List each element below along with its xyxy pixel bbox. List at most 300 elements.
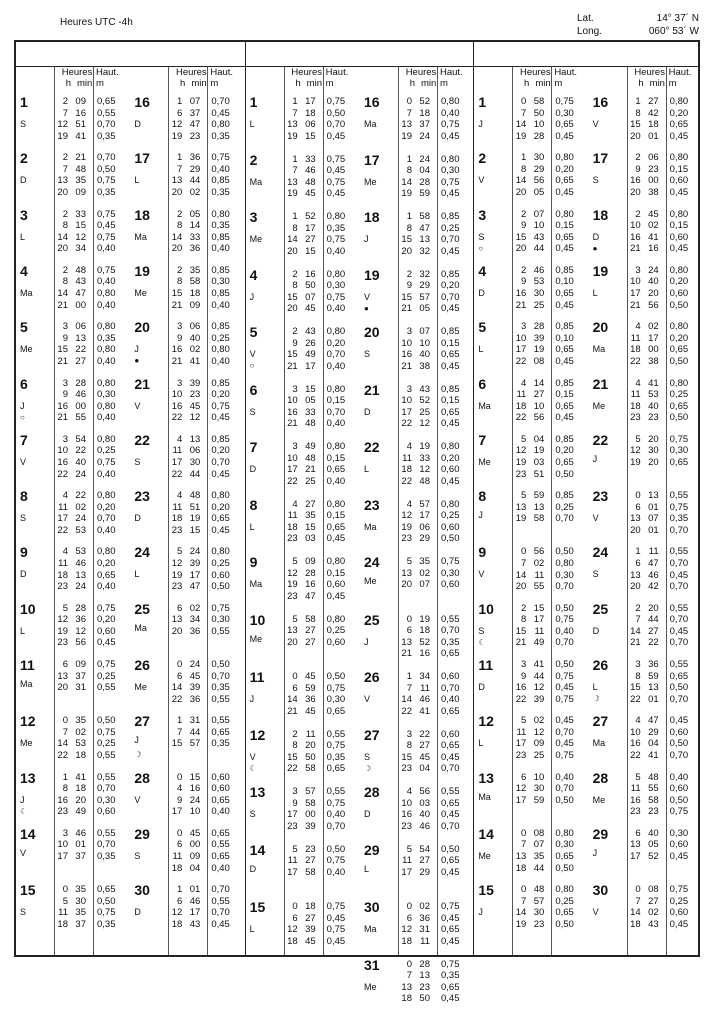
tide-hour: 21 [284, 418, 298, 430]
tide-minute: 02 [415, 568, 430, 580]
tide-time [254, 786, 316, 798]
tide-time [597, 96, 659, 108]
day-entry [364, 209, 472, 265]
day-number: 18 [134, 207, 150, 223]
tide-height: 0,50 [327, 108, 346, 120]
tide-height: 0,70 [670, 558, 689, 570]
tide-hour: 7 [54, 108, 68, 120]
tide-times [138, 96, 200, 142]
tide-hour: 5 [284, 614, 298, 626]
tide-hour: 1 [168, 152, 182, 164]
tide-height: 0,70 [670, 581, 689, 593]
day-number: 25 [593, 601, 609, 617]
tide-times [138, 209, 200, 255]
tide-height: 0,55 [670, 603, 689, 615]
tide-time [138, 525, 200, 537]
tide-minute: 41 [644, 378, 659, 390]
tide-times [24, 603, 86, 649]
day-entry [20, 601, 128, 655]
tide-minute: 28 [415, 177, 430, 189]
tide-minute: 46 [415, 821, 430, 833]
tide-height: 0,80 [327, 326, 346, 338]
tide-height: 0,40 [211, 243, 230, 255]
tide-minute: 07 [185, 96, 200, 108]
tide-height: 0,40 [211, 806, 230, 818]
day-entry [250, 784, 358, 840]
tide-hour: 22 [54, 525, 68, 537]
day-number: 29 [134, 826, 150, 842]
tide-hour: 20 [284, 303, 298, 315]
tide-height: 0,45 [441, 476, 460, 488]
unit-label: m [96, 78, 104, 89]
tide-hour: 2 [512, 603, 526, 615]
tide-minute: 09 [185, 851, 200, 863]
tide-height: 0,70 [670, 637, 689, 649]
tide-height: 0,50 [327, 844, 346, 856]
tide-times [597, 265, 659, 311]
tide-heights [327, 384, 346, 430]
tide-time [138, 490, 200, 502]
tide-time [597, 175, 659, 187]
tide-time [138, 863, 200, 875]
tide-height: 0,55 [327, 786, 346, 798]
tide-hour: 0 [398, 959, 412, 971]
tide-minute: 55 [644, 783, 659, 795]
tide-minute: 27 [301, 855, 316, 867]
tide-height: 0,50 [97, 164, 116, 176]
tide-height: 0,40 [97, 469, 116, 481]
tide-height: 0,15 [441, 395, 460, 407]
tide-times [24, 265, 86, 311]
tide-hour: 23 [284, 821, 298, 833]
day-entry [593, 319, 701, 373]
tide-minute: 04 [529, 434, 544, 446]
tide-minute: 02 [644, 907, 659, 919]
tide-heights [97, 603, 116, 649]
tide-minute: 51 [529, 469, 544, 481]
tide-hour: 8 [54, 276, 68, 288]
tide-hour: 13 [398, 568, 412, 580]
tide-minute: 34 [415, 671, 430, 683]
tide-time [138, 851, 200, 863]
hour-label: h [180, 78, 185, 89]
tide-minute: 43 [301, 326, 316, 338]
weekday-label: Me [250, 234, 263, 244]
tide-height: 0,15 [327, 395, 346, 407]
tide-time [24, 378, 86, 390]
tide-minute: 51 [185, 502, 200, 514]
tide-time [368, 579, 430, 591]
weekday-label: L [250, 522, 255, 532]
tide-height: 0,60 [670, 783, 689, 795]
tide-height: 0,55 [97, 750, 116, 762]
tide-hour: 22 [168, 412, 182, 424]
tide-height: 0,30 [441, 165, 460, 177]
tide-time [597, 626, 659, 638]
tide-height: 0,65 [441, 924, 460, 936]
tide-time [368, 821, 430, 833]
tide-hour: 3 [512, 659, 526, 671]
tide-minute: 16 [301, 579, 316, 591]
tide-time [482, 502, 544, 514]
tide-time [138, 558, 200, 570]
day-number: 29 [364, 842, 380, 858]
tide-height: 0,40 [327, 867, 346, 879]
tide-height: 0,85 [441, 326, 460, 338]
weekday-label: D [593, 626, 600, 636]
tide-time [368, 269, 430, 281]
weekday-label: J [478, 907, 483, 917]
tide-minute: 53 [71, 738, 86, 750]
tide-time [138, 896, 200, 908]
tide-height: 0,55 [327, 729, 346, 741]
tide-height: 0,45 [441, 361, 460, 373]
weekday-label: S [250, 809, 256, 819]
tide-hour: 23 [54, 637, 68, 649]
tide-minute: 24 [415, 131, 430, 143]
tide-time [138, 783, 200, 795]
tide-hour: 11 [284, 510, 298, 522]
day-number: 15 [20, 882, 36, 898]
day-number: 1 [20, 94, 28, 110]
tide-hour: 1 [168, 96, 182, 108]
minute-label: min [191, 78, 206, 89]
tide-minute: 23 [644, 412, 659, 424]
tide-minute: 56 [415, 786, 430, 798]
tide-minute: 37 [71, 919, 86, 931]
tide-time [482, 457, 544, 469]
day-number: 16 [593, 94, 609, 110]
tide-minute: 57 [529, 896, 544, 908]
day-entry [478, 882, 586, 936]
tide-hour: 11 [512, 727, 526, 739]
tide-hour: 18 [398, 464, 412, 476]
tide-hour: 18 [398, 993, 412, 1005]
column-header [130, 67, 244, 93]
tide-minute: 15 [301, 522, 316, 534]
tide-minute: 40 [644, 276, 659, 288]
tide-height: 0,80 [670, 265, 689, 277]
heures-label: Heures [42, 67, 92, 78]
tide-height: 0,65 [555, 288, 574, 300]
tide-time [368, 246, 430, 258]
tide-height: 0,70 [670, 694, 689, 706]
tide-minute: 10 [529, 401, 544, 413]
tide-hour: 7 [512, 839, 526, 851]
tide-hour: 23 [284, 533, 298, 545]
tide-heights [441, 499, 460, 545]
tide-hour: 1 [284, 154, 298, 166]
tide-minute: 25 [529, 750, 544, 762]
tide-time [368, 522, 430, 534]
tide-minute: 56 [529, 412, 544, 424]
day-number: 12 [20, 713, 36, 729]
tide-hour: 22 [168, 694, 182, 706]
tide-minute: 36 [185, 626, 200, 638]
tide-minute: 56 [644, 300, 659, 312]
tide-heights [670, 772, 689, 818]
tide-time [24, 300, 86, 312]
tide-times [138, 828, 200, 874]
weekday-label: V [134, 401, 140, 411]
day-number: 10 [20, 601, 36, 617]
tide-time [482, 558, 544, 570]
day-entry [134, 319, 242, 373]
day-entry [250, 727, 358, 783]
tide-minute: 48 [529, 884, 544, 896]
tide-time [597, 513, 659, 525]
tide-hour: 16 [284, 407, 298, 419]
tide-height: 0,60 [670, 839, 689, 851]
weekday-label: L [593, 288, 598, 298]
tide-hour: 17 [512, 738, 526, 750]
tide-time [24, 738, 86, 750]
tide-minute: 28 [529, 131, 544, 143]
tide-time [138, 828, 200, 840]
tide-hour: 0 [627, 884, 641, 896]
tide-times [254, 326, 316, 372]
tide-time [482, 828, 544, 840]
tide-time [368, 303, 430, 315]
tide-hour: 15 [627, 682, 641, 694]
tide-minute: 36 [415, 913, 430, 925]
tide-time [368, 349, 430, 361]
tide-height: 0,45 [327, 533, 346, 545]
day-number: 28 [134, 770, 150, 786]
day-entry [250, 267, 358, 323]
tide-height: 0,50 [555, 863, 574, 875]
month-column [245, 42, 475, 955]
tide-height: 0,65 [441, 648, 460, 660]
weekday-label: Ma [134, 623, 147, 633]
tide-time [368, 694, 430, 706]
tide-time [482, 356, 544, 368]
tide-hour: 16 [627, 175, 641, 187]
tide-minute: 24 [71, 469, 86, 481]
tide-hour: 5 [398, 556, 412, 568]
tide-hour: 6 [627, 558, 641, 570]
day-entry [478, 376, 586, 430]
tide-height: 0,75 [441, 901, 460, 913]
tide-height: 0,80 [327, 384, 346, 396]
tide-time [24, 175, 86, 187]
tide-time [138, 659, 200, 671]
tide-time [254, 706, 316, 718]
day-entry [134, 207, 242, 261]
day-number: 2 [20, 150, 28, 166]
tide-minute: 00 [71, 401, 86, 413]
tide-time [597, 356, 659, 368]
tide-height: 0,80 [97, 546, 116, 558]
tide-heights [97, 715, 116, 761]
tide-hour: 15 [398, 292, 412, 304]
weekday-label: D [20, 569, 27, 579]
tide-minute: 25 [301, 476, 316, 488]
tide-hour: 15 [284, 292, 298, 304]
tide-hour: 22 [284, 476, 298, 488]
tide-minute: 36 [185, 152, 200, 164]
tide-minute: 05 [529, 187, 544, 199]
tide-time [482, 896, 544, 908]
tide-hour: 1 [627, 96, 641, 108]
tide-hour: 0 [398, 901, 412, 913]
weekday-label: J [20, 401, 25, 411]
tide-minute: 13 [644, 490, 659, 502]
tide-time [24, 412, 86, 424]
day-number: 23 [134, 488, 150, 504]
tide-minute: 00 [185, 839, 200, 851]
h-min-label [615, 78, 665, 89]
tide-hour: 7 [168, 727, 182, 739]
tide-hour: 20 [168, 243, 182, 255]
tide-minute: 56 [529, 546, 544, 558]
tide-minute: 27 [415, 740, 430, 752]
tide-heights [211, 434, 230, 480]
tide-minute: 11 [529, 626, 544, 638]
tide-minute: 53 [71, 546, 86, 558]
tide-hour: 5 [54, 896, 68, 908]
tide-height: 0,70 [670, 750, 689, 762]
tide-height: 0,60 [97, 806, 116, 818]
tide-time [254, 752, 316, 764]
tide-hour: 11 [168, 445, 182, 457]
tide-minute: 12 [415, 464, 430, 476]
tide-height: 0,65 [670, 119, 689, 131]
day-number: 17 [364, 152, 380, 168]
tide-hour: 23 [168, 581, 182, 593]
tide-time [254, 223, 316, 235]
tide-time [254, 96, 316, 108]
weekday-label: V [250, 349, 256, 359]
tide-height: 0,40 [441, 108, 460, 120]
tide-height: 0,15 [555, 220, 574, 232]
tide-hour: 7 [284, 165, 298, 177]
tide-hour: 12 [168, 907, 182, 919]
tide-minute: 29 [644, 727, 659, 739]
tide-time [254, 349, 316, 361]
tide-minute: 08 [529, 356, 544, 368]
unit-label: m [554, 78, 562, 89]
tide-heights [97, 378, 116, 424]
tide-time [254, 740, 316, 752]
tide-heights [441, 556, 460, 591]
tide-time [482, 96, 544, 108]
weekday-label: Ma [134, 232, 147, 242]
tide-times [482, 828, 544, 874]
weekday-label: S [20, 907, 26, 917]
hour-label: h [410, 78, 415, 89]
tide-height: 0,70 [97, 839, 116, 851]
tide-time [24, 187, 86, 199]
tide-time [368, 729, 430, 741]
tide-hour: 11 [168, 502, 182, 514]
tide-time [138, 772, 200, 784]
tide-hour: 14 [398, 177, 412, 189]
weekday-label: L [20, 626, 25, 636]
tide-minute: 19 [529, 445, 544, 457]
tide-height: 0,70 [97, 119, 116, 131]
weekday-label: Ma [20, 288, 33, 298]
day-entry [250, 554, 358, 610]
tide-time [24, 265, 86, 277]
tide-hour: 4 [627, 378, 641, 390]
day-entry [478, 263, 586, 317]
tide-minute: 52 [415, 96, 430, 108]
tide-time [138, 546, 200, 558]
tide-height: 0,45 [441, 993, 460, 1005]
tide-time [254, 936, 316, 948]
tide-height: 0,70 [97, 783, 116, 795]
tide-hour: 7 [512, 558, 526, 570]
tide-height: 0,55 [211, 715, 230, 727]
tide-height: 0,40 [327, 246, 346, 258]
tide-minute: 38 [415, 361, 430, 373]
tide-hour: 17 [54, 851, 68, 863]
tide-heights [97, 772, 116, 818]
tide-heights [211, 490, 230, 536]
day-entry [134, 601, 242, 655]
tide-minute: 34 [185, 614, 200, 626]
weekday-label: Ma [364, 924, 377, 934]
tide-time [254, 338, 316, 350]
tide-heights [670, 265, 689, 311]
tide-hour: 15 [627, 119, 641, 131]
tide-heights [327, 844, 346, 879]
tide-minute: 02 [185, 344, 200, 356]
tide-hour: 22 [284, 763, 298, 775]
tide-minute: 44 [185, 175, 200, 187]
tide-times [254, 844, 316, 879]
tide-minute: 56 [71, 637, 86, 649]
tide-time [597, 738, 659, 750]
tide-time [138, 108, 200, 120]
tide-hour: 22 [398, 476, 412, 488]
tide-heights [555, 321, 574, 367]
tide-hour: 3 [284, 384, 298, 396]
tide-hour: 10 [54, 839, 68, 851]
day-number: 16 [134, 94, 150, 110]
tide-hour: 23 [627, 806, 641, 818]
tide-hour: 15 [284, 752, 298, 764]
tide-hour: 11 [627, 783, 641, 795]
tide-times [24, 715, 86, 761]
tide-time [138, 356, 200, 368]
tide-height: 0,80 [327, 614, 346, 626]
day-entry [364, 899, 472, 955]
day-number: 28 [593, 770, 609, 786]
tide-heights [327, 499, 346, 545]
tide-height: 0,35 [327, 752, 346, 764]
tide-height: 0,80 [211, 344, 230, 356]
tide-height: 0,60 [441, 522, 460, 534]
minute-label: min [535, 78, 550, 89]
tide-heights [97, 96, 116, 142]
unit-label: m [669, 78, 677, 89]
unit-label: m [210, 78, 218, 89]
tide-time [254, 855, 316, 867]
tide-hour: 10 [284, 395, 298, 407]
tide-height: 0,40 [97, 356, 116, 368]
weekday-label: V [593, 513, 599, 523]
tide-height: 0,75 [441, 959, 460, 971]
tide-heights [441, 671, 460, 717]
day-number: 18 [364, 209, 380, 225]
tide-hour: 13 [398, 982, 412, 994]
tide-hour: 23 [54, 806, 68, 818]
tide-hour: 21 [627, 300, 641, 312]
tide-hour: 19 [168, 570, 182, 582]
day-entry [134, 657, 242, 711]
